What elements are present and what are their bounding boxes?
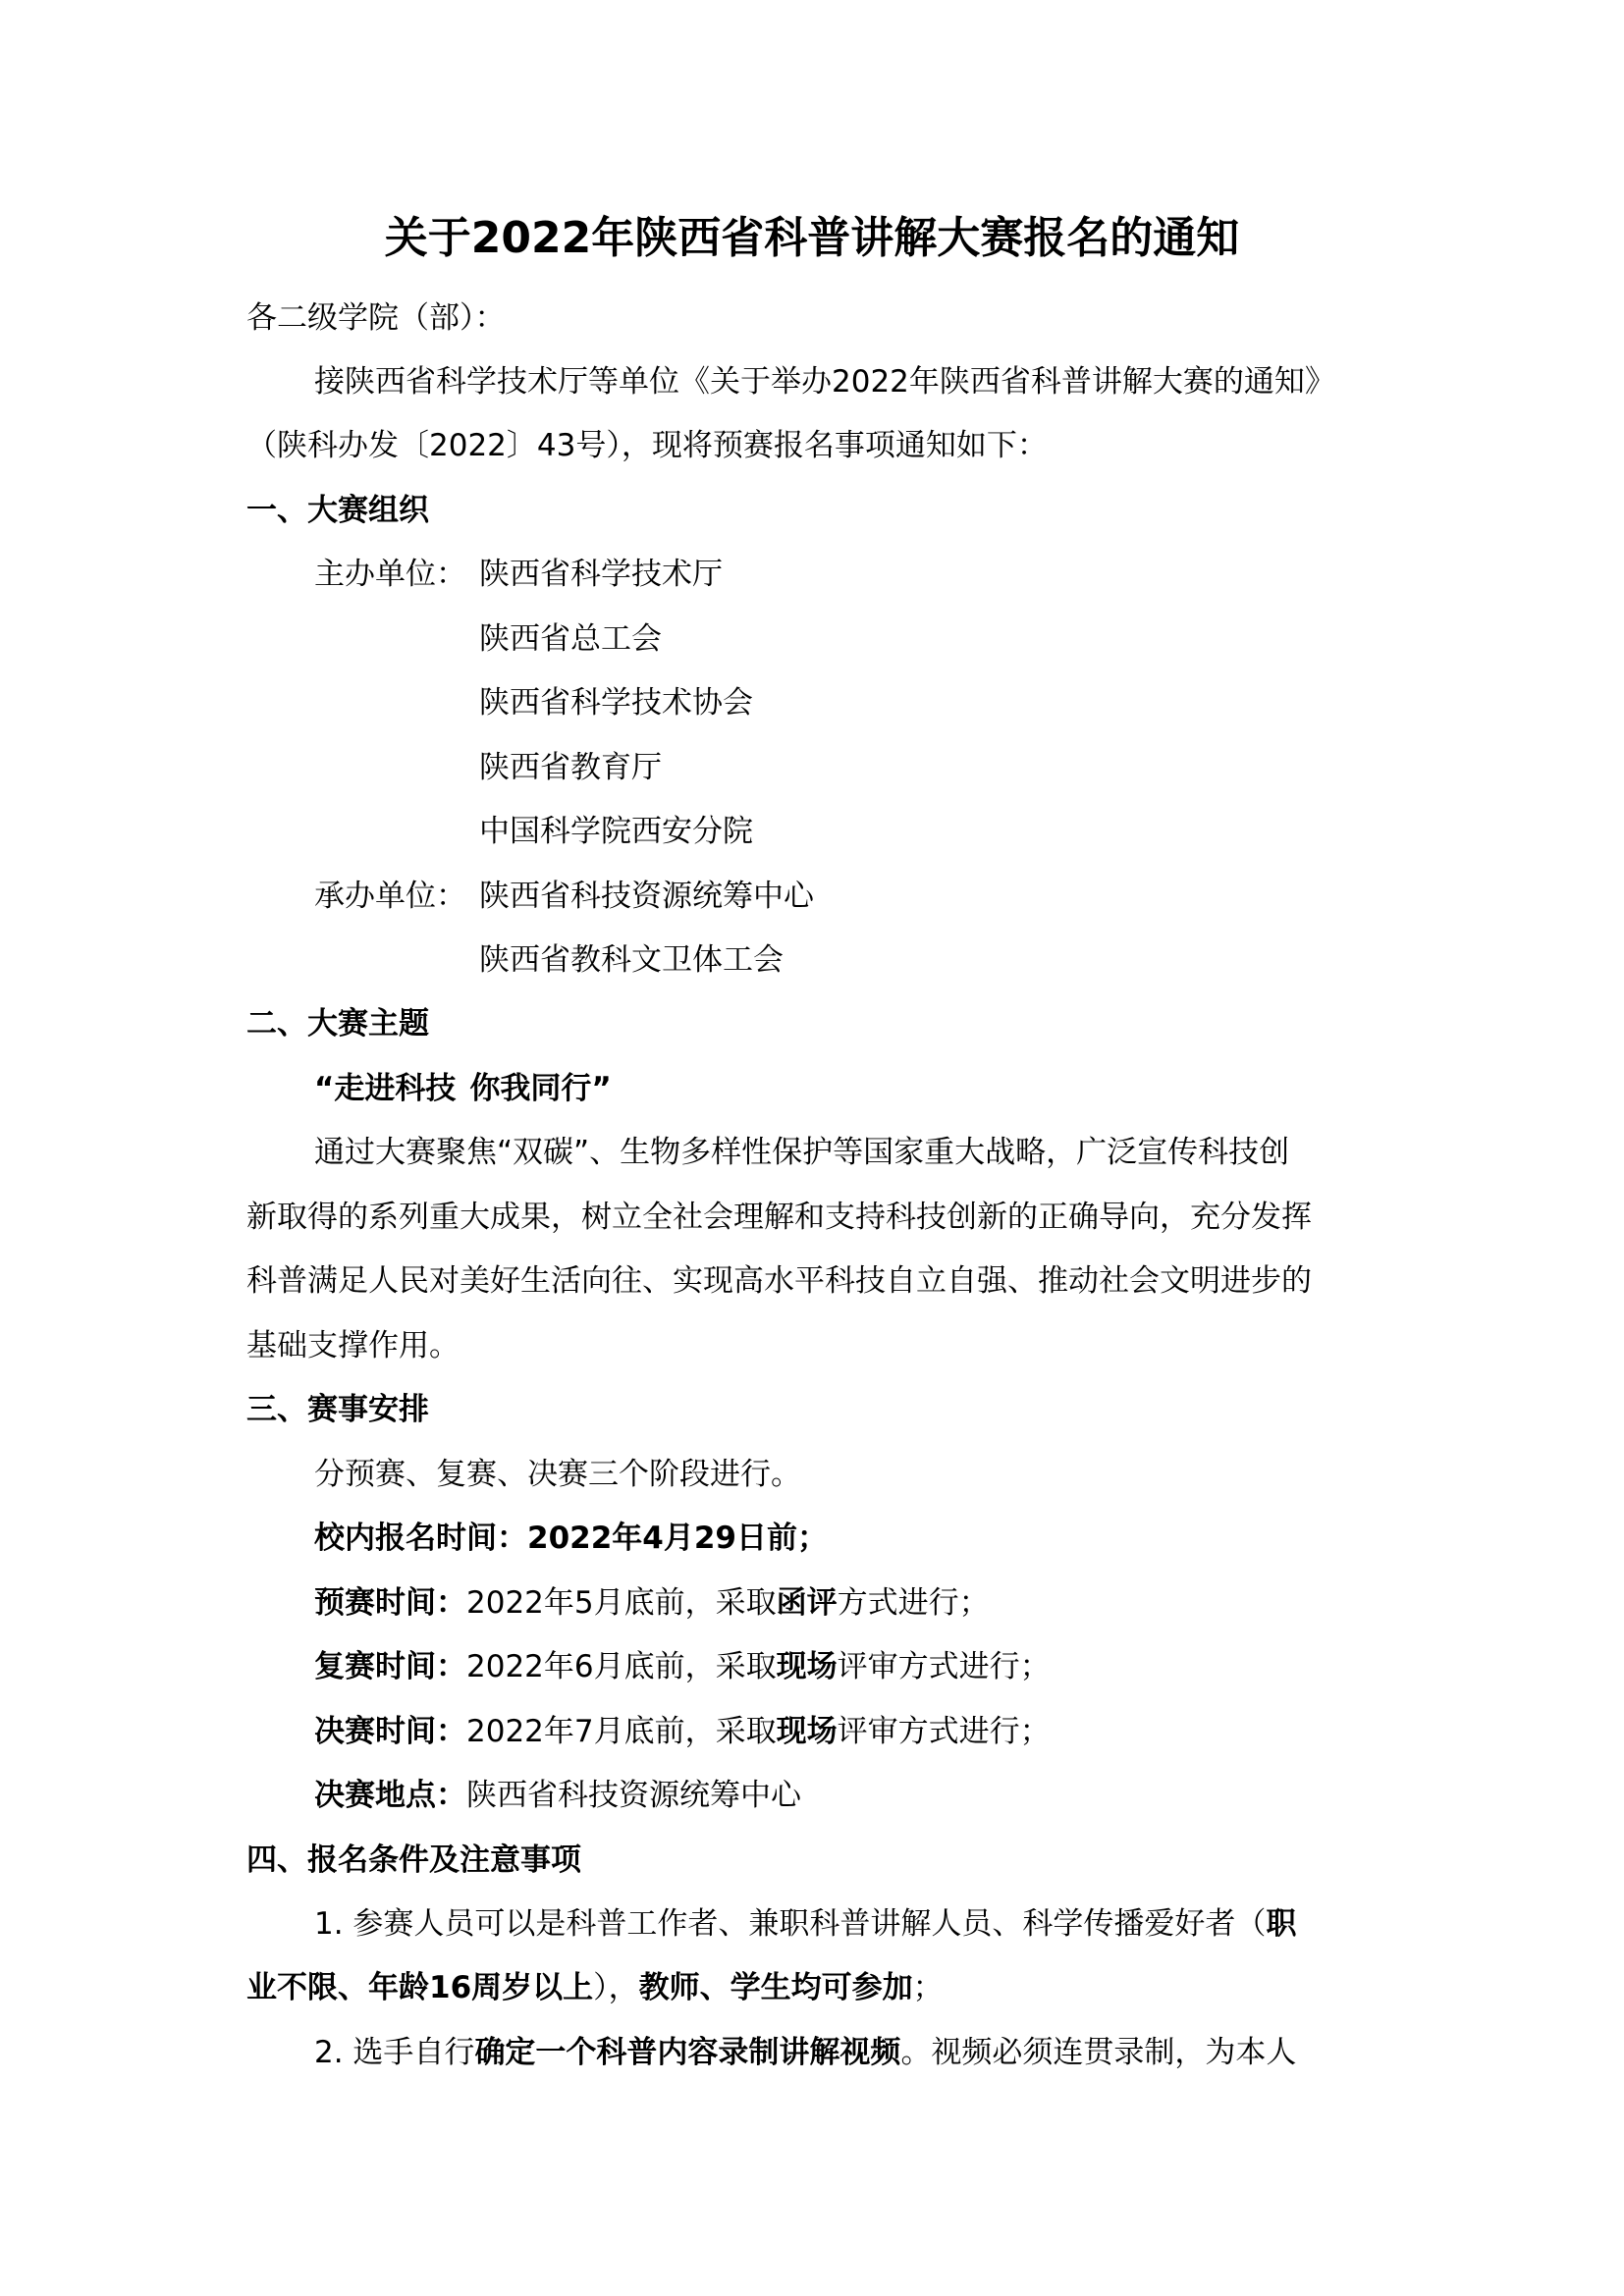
theme-part-b: 你我同行” — [469, 1071, 612, 1106]
prelim-label: 预赛时间： — [314, 1585, 466, 1621]
item-1-text: 1. 参赛人员可以是科普工作者、兼职科普讲解人员、科学传播爱好者（ — [314, 1906, 1267, 1942]
semi-text-end: 评审方式进行； — [837, 1649, 1051, 1684]
final-text: 2022年7月底前，采取 — [466, 1714, 777, 1749]
signup-deadline: 校内报名时间：2022年4月29日前； — [314, 1521, 828, 1556]
item-2-text: 。视频必须连贯录制，为本人 — [900, 2035, 1297, 2070]
section-4-heading: 四、报名条件及注意事项 — [246, 1842, 581, 1878]
venue-line — [314, 1774, 801, 1817]
section-2-heading: 二、大赛主题 — [246, 1006, 429, 1041]
prelim-line — [314, 1581, 990, 1625]
item-1-line-2 — [246, 1966, 944, 2009]
host-item: 陕西省科学技术协会 — [479, 685, 753, 721]
final-line — [314, 1710, 1051, 1753]
semi-text: 2022年6月底前，采取 — [466, 1649, 777, 1684]
theme-paragraph-line: 新取得的系列重大成果，树立全社会理解和支持科技创新的正确导向，充分发挥 — [246, 1200, 1312, 1235]
final-method: 现场 — [776, 1714, 838, 1749]
organizer-item: 陕西省科技资源统筹中心 — [479, 879, 814, 914]
prelim-text-end: 方式进行； — [837, 1585, 990, 1621]
item-1-line-1 — [314, 1902, 1296, 1946]
prelim-method: 函评 — [776, 1585, 838, 1621]
item-2-line-1 — [314, 2031, 1296, 2074]
venue-text: 陕西省科技资源统筹中心 — [466, 1778, 801, 1813]
item-2-bold: 确定一个科普内容录制讲解视频 — [474, 2035, 901, 2070]
intro-line-1: 接陕西省科学技术厅等单位《关于举办2022年陕西省科普讲解大赛的通知》 — [314, 364, 1335, 400]
item-1-text: ）， — [593, 1970, 639, 2005]
theme-paragraph-line: 基础支撑作用。 — [246, 1328, 460, 1363]
host-item: 陕西省总工会 — [479, 621, 662, 657]
semi-line — [314, 1645, 1051, 1688]
section-3-heading: 三、赛事安排 — [246, 1392, 429, 1427]
final-text-end: 评审方式进行； — [837, 1714, 1051, 1749]
item-1-bold: 职 — [1266, 1906, 1297, 1942]
theme-paragraph-line: 通过大赛聚焦“双碳”、生物多样性保护等国家重大战略，广泛宣传科技创 — [314, 1135, 1290, 1170]
theme-line — [314, 1067, 612, 1110]
host-item: 陕西省教育厅 — [479, 750, 662, 785]
intro-line-2: （陕科办发〔2022〕43号），现将预赛报名事项通知如下： — [246, 428, 1048, 463]
item-1-bold: 教师、学生均可参加 — [638, 1970, 913, 2005]
item-2-text: 2. 选手自行 — [314, 2035, 475, 2070]
document-title: 关于2022年陕西省科普讲解大赛报名的通知 — [384, 213, 1240, 263]
host-item: 中国科学院西安分院 — [479, 814, 753, 849]
semi-method: 现场 — [776, 1649, 838, 1684]
theme-part-a: “走进科技 — [314, 1071, 457, 1106]
item-1-bold: 业不限、年龄16周岁以上 — [246, 1970, 594, 2005]
section-1-heading: 一、大赛组织 — [246, 493, 429, 528]
host-label: 主办单位： — [314, 557, 466, 592]
greeting: 各二级学院（部）： — [246, 300, 506, 336]
organizer-item: 陕西省教科文卫体工会 — [479, 942, 784, 978]
stages-text: 分预赛、复赛、决赛三个阶段进行。 — [314, 1457, 801, 1492]
semi-label: 复赛时间： — [314, 1649, 466, 1684]
theme-paragraph-line: 科普满足人民对美好生活向往、实现高水平科技自立自强、推动社会文明进步的 — [246, 1263, 1312, 1299]
final-label: 决赛时间： — [314, 1714, 466, 1749]
prelim-text: 2022年5月底前，采取 — [466, 1585, 777, 1621]
venue-label: 决赛地点： — [314, 1778, 466, 1813]
item-1-text: ； — [912, 1970, 944, 2005]
organizer-label: 承办单位： — [314, 879, 466, 914]
host-item: 陕西省科学技术厅 — [479, 557, 723, 592]
